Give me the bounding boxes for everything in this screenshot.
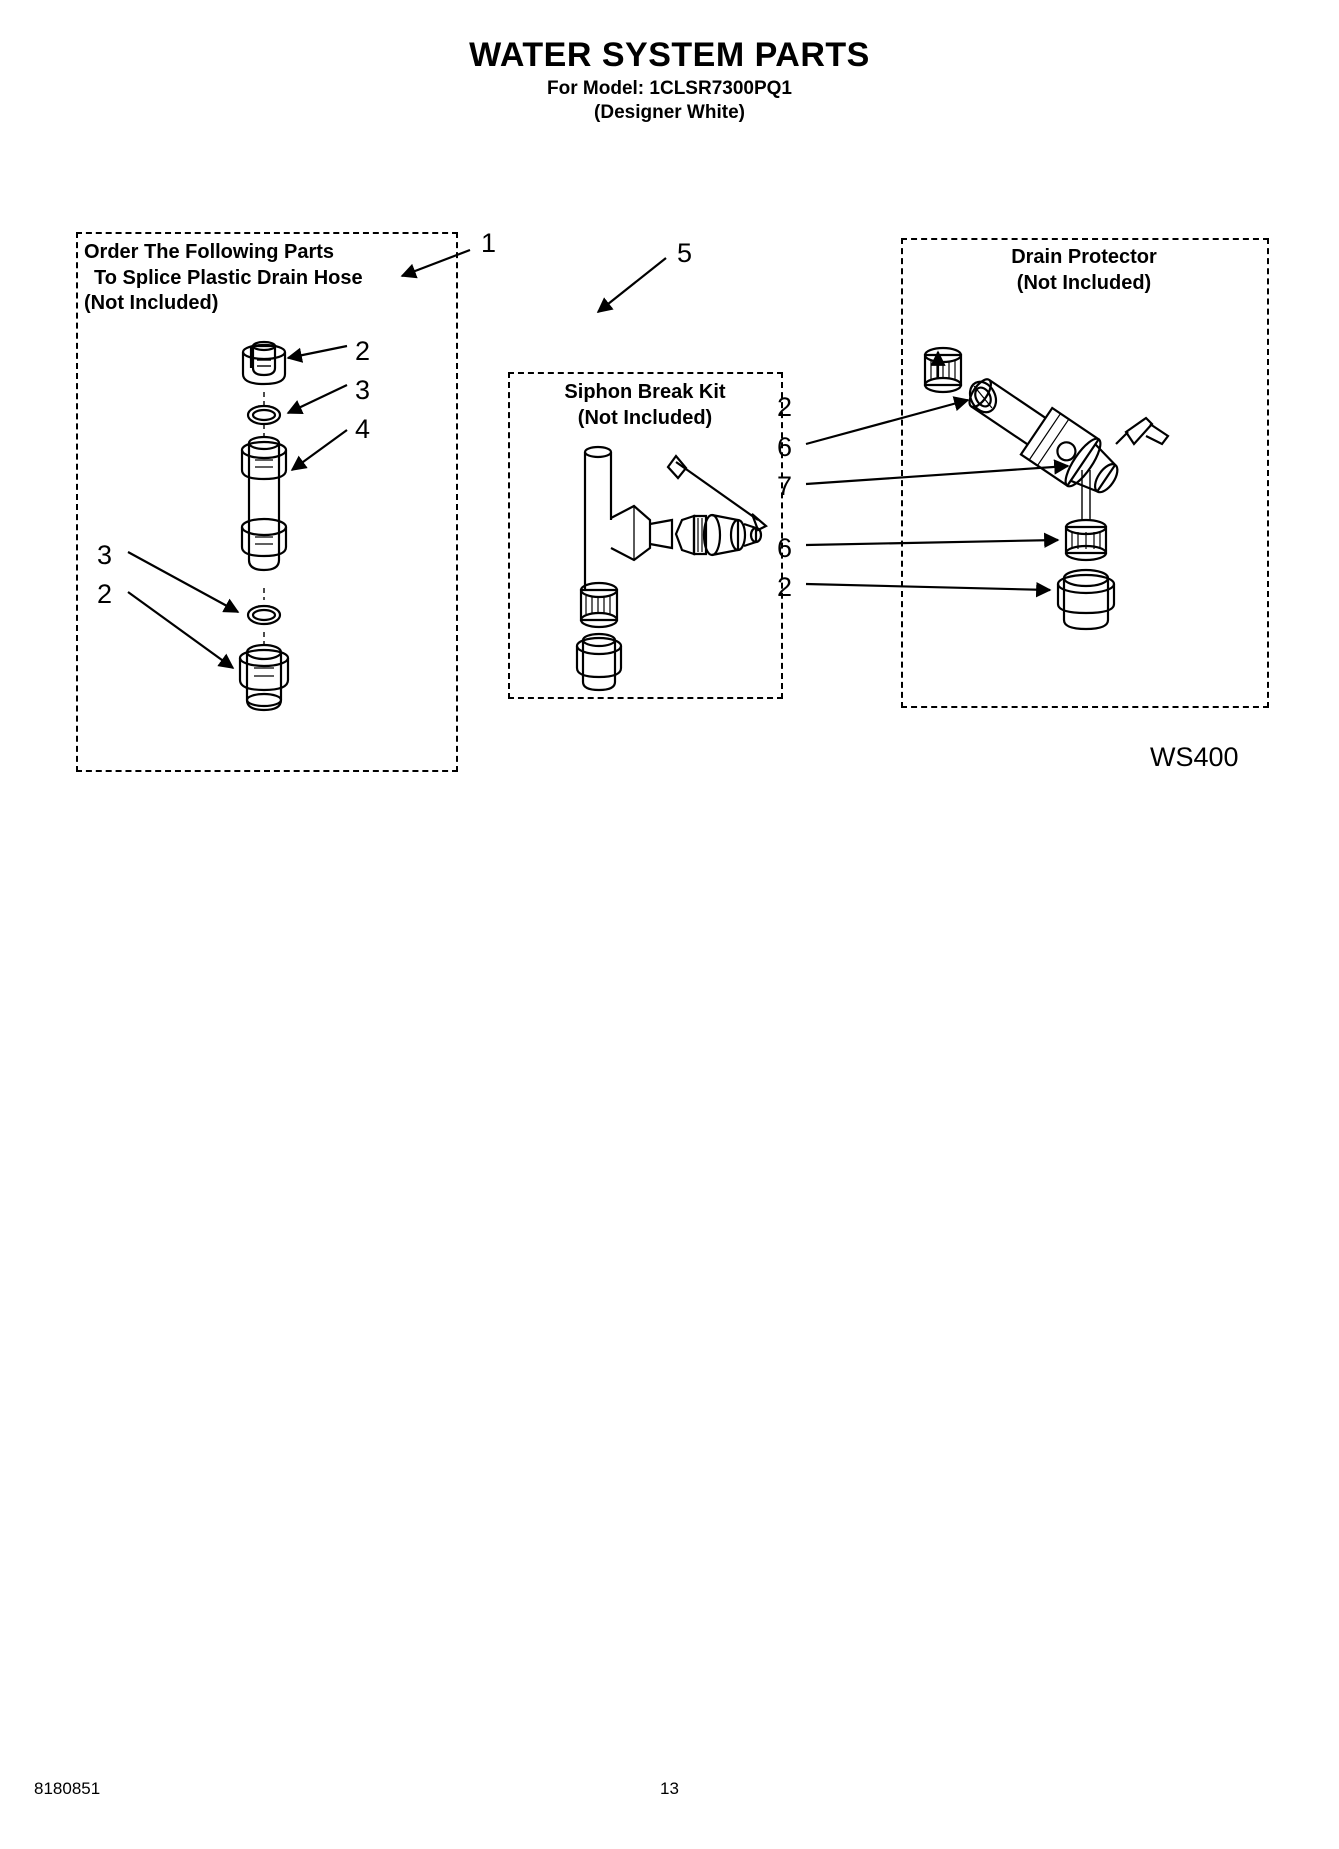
panel-drain-title-line1: Drain Protector [1011, 246, 1157, 268]
panel-splice-title [78, 238, 450, 319]
callout-splice-2-top: 2 [355, 336, 371, 366]
callout-drain-6-top: 6 [777, 432, 793, 462]
callout-1: 1 [481, 228, 497, 258]
panel-siphon-title-line1: Siphon Break Kit [564, 381, 726, 403]
callout-drain-2-top: 2 [777, 392, 793, 422]
document-number: 8180851 [34, 1779, 101, 1798]
panel-siphon-title-line2: (Not Included) [577, 406, 713, 429]
page-number: 13 [660, 1779, 679, 1798]
color-variant-label: (Designer White) [594, 102, 745, 123]
panel-drain-title [906, 243, 1262, 298]
callout-splice-4: 4 [355, 414, 371, 444]
diagram-code-label: WS400 [1150, 742, 1239, 772]
callout-splice-3-top: 3 [355, 375, 371, 405]
panel-drain-protector [901, 238, 1269, 708]
callout-splice-2-bottom: 2 [97, 579, 113, 609]
panel-drain-title-line2: (Not Included) [1016, 271, 1152, 294]
model-line [0, 78, 1339, 100]
panel-splice-title-line3: (Not Included) [84, 292, 219, 315]
callout-5: 5 [677, 238, 693, 268]
model-number: 1CLSR7300PQ1 [649, 78, 792, 99]
callout-drain-6-bottom: 6 [777, 533, 793, 563]
callout-splice-3-bottom: 3 [97, 540, 113, 570]
model-prefix-label: For Model: [547, 78, 650, 99]
callout-drain-2-bottom: 2 [777, 572, 793, 602]
leader-line-5 [598, 258, 666, 312]
page-title: WATER SYSTEM PARTS [469, 36, 870, 74]
panel-splice-title-line1: Order The Following Parts [84, 241, 335, 263]
callout-drain-7: 7 [777, 471, 793, 501]
panel-siphon-title [514, 378, 776, 433]
panel-splice-title-line2: To Splice Plastic Drain Hose [94, 266, 363, 289]
